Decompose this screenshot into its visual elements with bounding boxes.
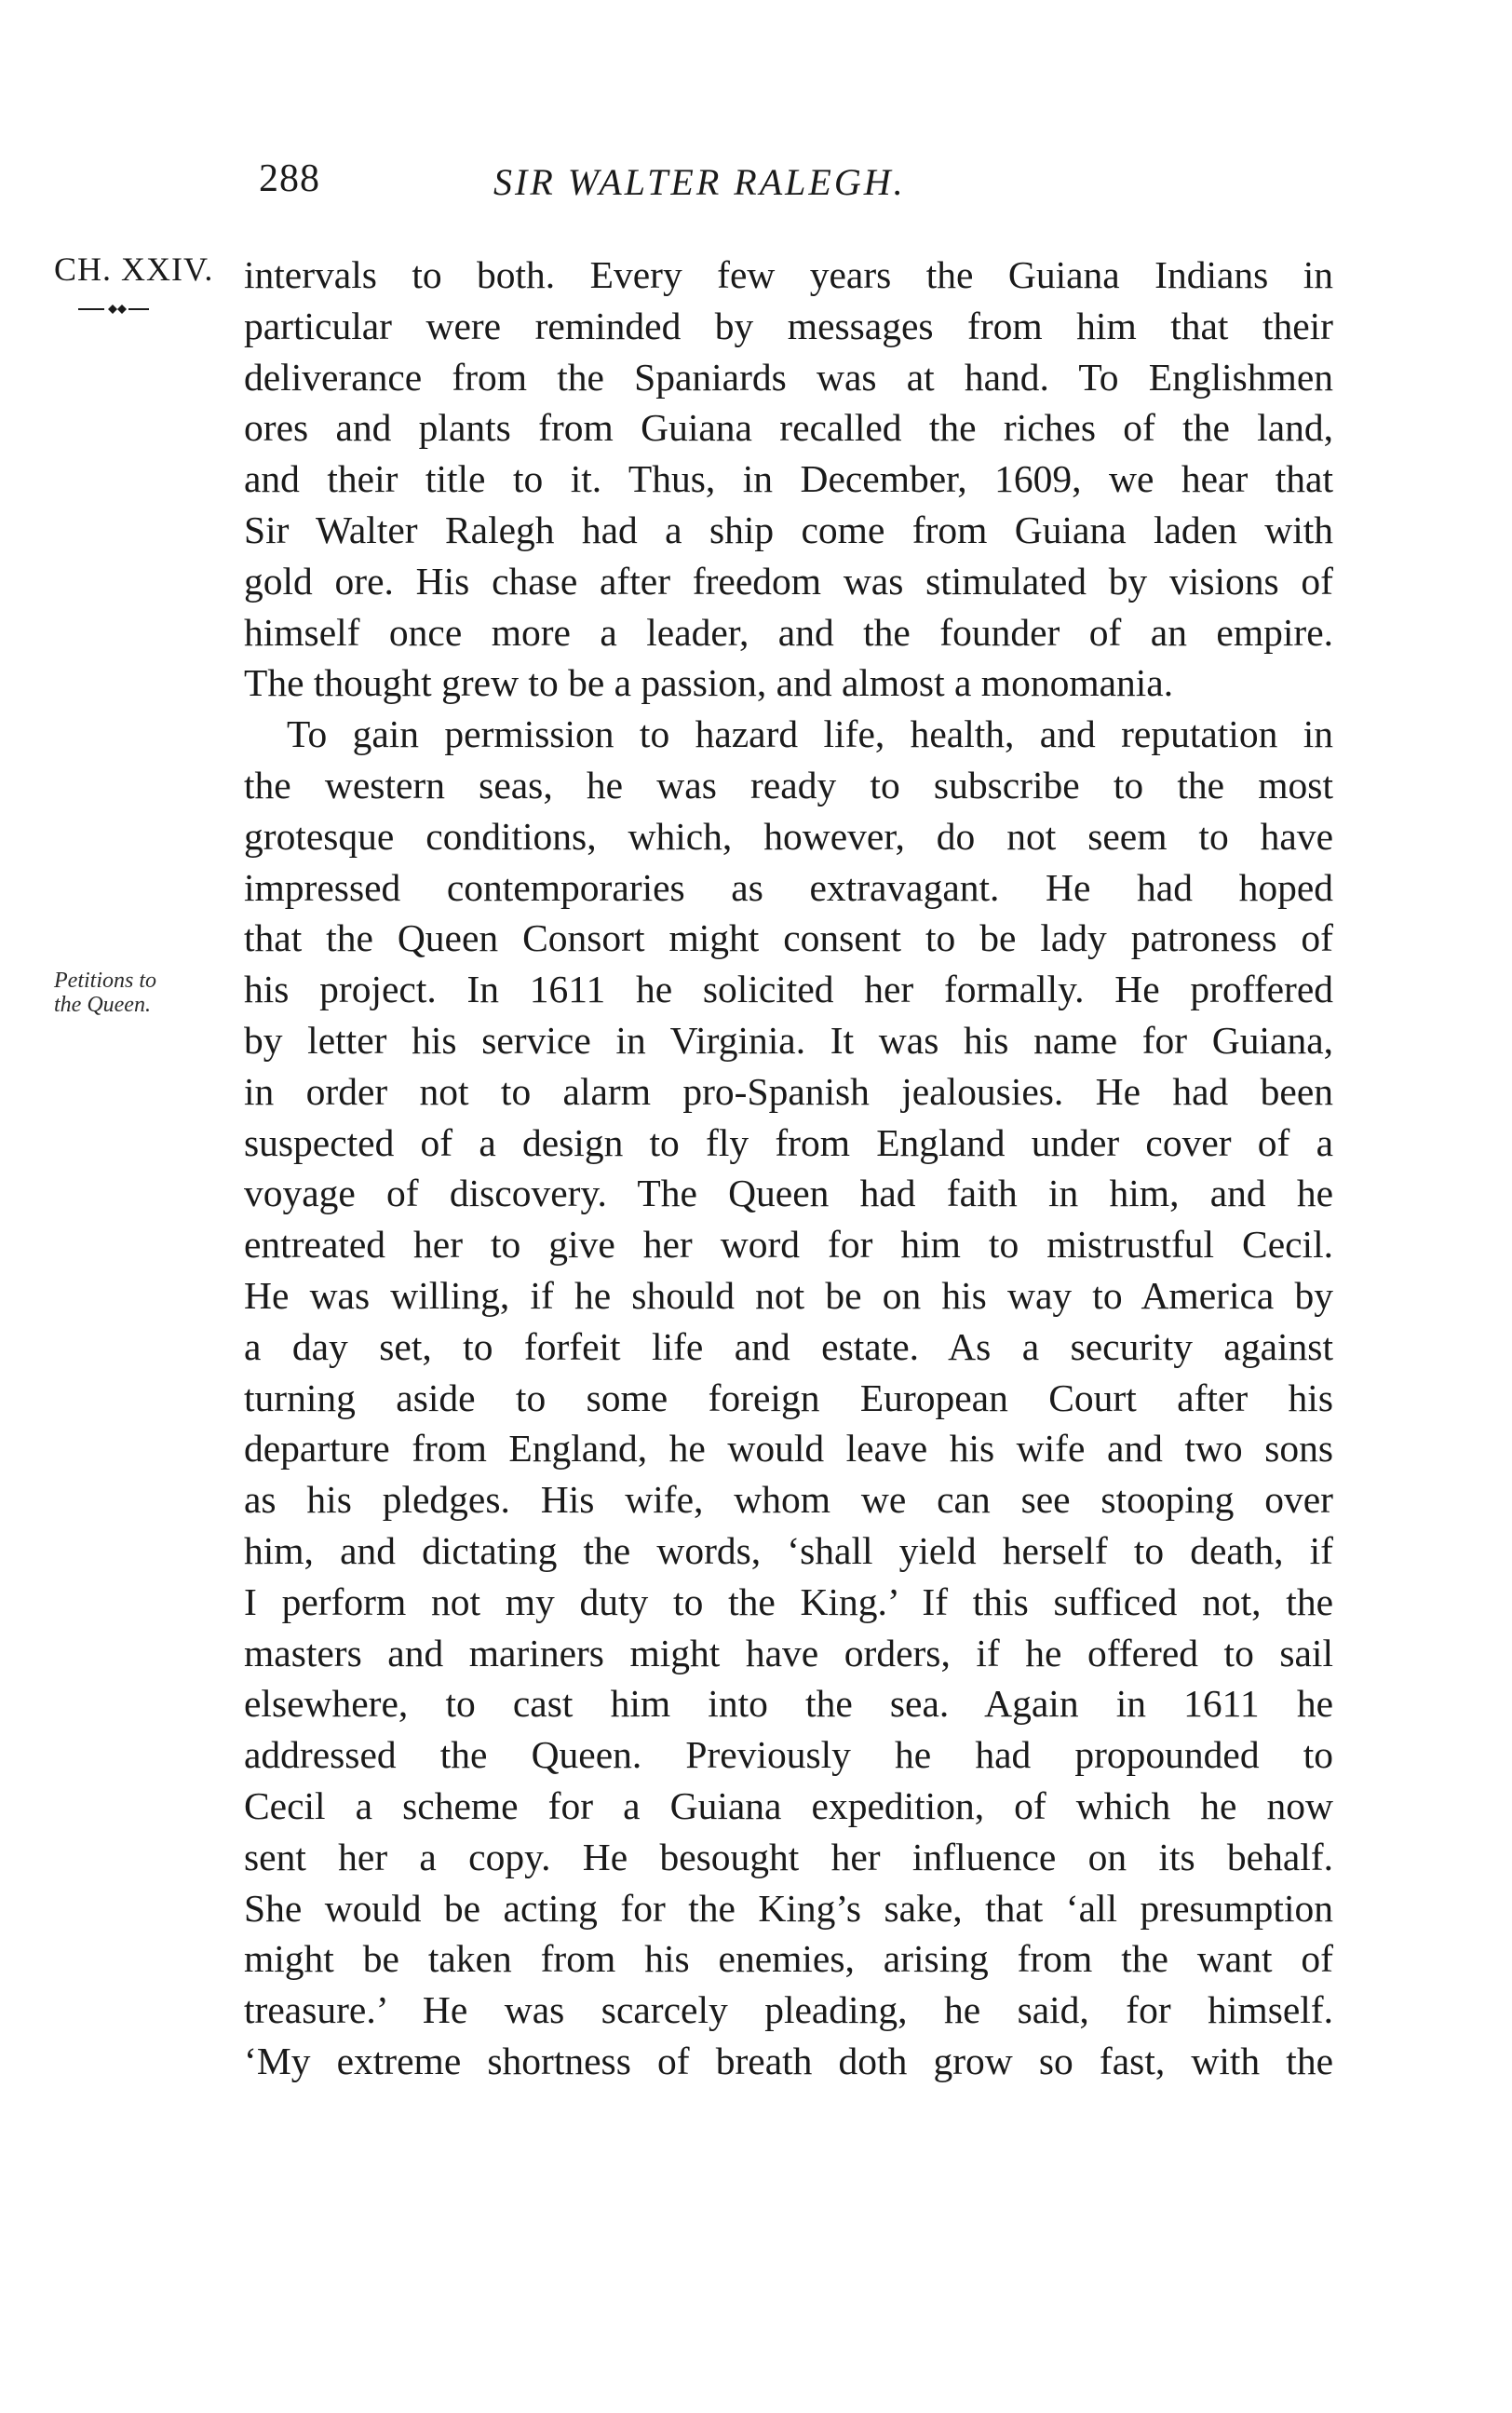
text-line: gold ore. His chase after freedom was stimulated by visions of [244,559,1333,603]
text-line: voyage of discovery. The Queen had faith in him, and he [244,1172,1333,1215]
text-line: the western seas, he was ready to subscribe to the most [244,763,1333,807]
text-line: grotesque conditions, which, however, do not seem to have [244,814,1333,858]
text-line: ‘My extreme shortness of breath doth grow so fast, with the [244,2039,1333,2082]
text-line: elsewhere, to cast him into the sea. Again in 1611 he [244,1682,1333,1726]
page-number: 288 [259,157,320,200]
text-line: a day set, to forfeit life and estate. As a security against [244,1324,1333,1368]
text-line: might be taken from his enemies, arising from the want of [244,1937,1333,1981]
text-line: turning aside to some foreign European Court after his [244,1376,1333,1419]
text-line: himself once more a leader, and the founder of an empire. [244,610,1333,654]
text-line: intervals to both. Every few years the Guiana Indians in [244,253,1333,296]
body-text [244,250,1333,2087]
text-line: addressed the Queen. Previously he had propounded to [244,1733,1333,1777]
running-head: SIR WALTER RALEGH. [493,161,906,203]
text-line: that the Queen Consort might consent to be lady patroness of [244,916,1333,960]
text-line: She would be acting for the King’s sake, that ‘all presumption [244,1886,1333,1930]
text-line: The thought grew to be a passion, and almost a monomania. [244,661,1174,705]
text-line: in order not to alarm pro-Spanish jealousies. He had been [244,1069,1333,1113]
text-line: suspected of a design to fly from England under cover of a [244,1120,1333,1164]
sidenote-line: Petitions to [54,969,156,993]
text-line: by letter his service in Virginia. It was his name for Guiana, [244,1018,1333,1062]
text-line: I perform not my duty to the King.’ If this sufficed not, the [244,1579,1333,1623]
text-line: To gain permission to hazard life, health, and reputation in [287,712,1333,756]
text-line: sent her a copy. He besought her influence on its behalf. [244,1835,1333,1878]
text-line: Cecil a scheme for a Guiana expedition, of which he now [244,1783,1333,1827]
text-line: departure from England, he would leave his wife and two sons [244,1427,1333,1471]
text-line: as his pledges. His wife, whom we can see stooping over [244,1478,1333,1522]
text-line: treasure.’ He was scarcely pleading, he said, for himself. [244,1988,1333,2032]
text-line: and their title to it. Thus, in December, 1609, we hear that [244,457,1333,501]
text-line: He was willing, if he should not be on his way to America by [244,1273,1333,1317]
text-line: him, and dictating the words, ‘shall yield herself to death, if [244,1528,1333,1572]
text-line: Sir Walter Ralegh had a ship come from Guiana laden with [244,508,1333,551]
sidenote-line: the Queen. [54,993,151,1017]
text-line: particular were reminded by messages from him that their [244,304,1333,347]
text-line: his project. In 1611 he solicited her formally. He proffered [244,968,1333,1011]
text-line: ores and plants from Guiana recalled the riches of the land, [244,406,1333,450]
ornament-icon [76,300,151,319]
text-line: masters and mariners might have orders, if he offered to sail [244,1631,1333,1674]
chapter-marker: CH. XXIV. [54,251,214,288]
text-line: impressed contemporaries as extravagant. He had hoped [244,865,1333,909]
text-line: entreated her to give her word for him to mistrustful Cecil. [244,1223,1333,1267]
sidenote [54,969,231,1017]
text-line: deliverance from the Spaniards was at hand. To Englishmen [244,355,1333,399]
